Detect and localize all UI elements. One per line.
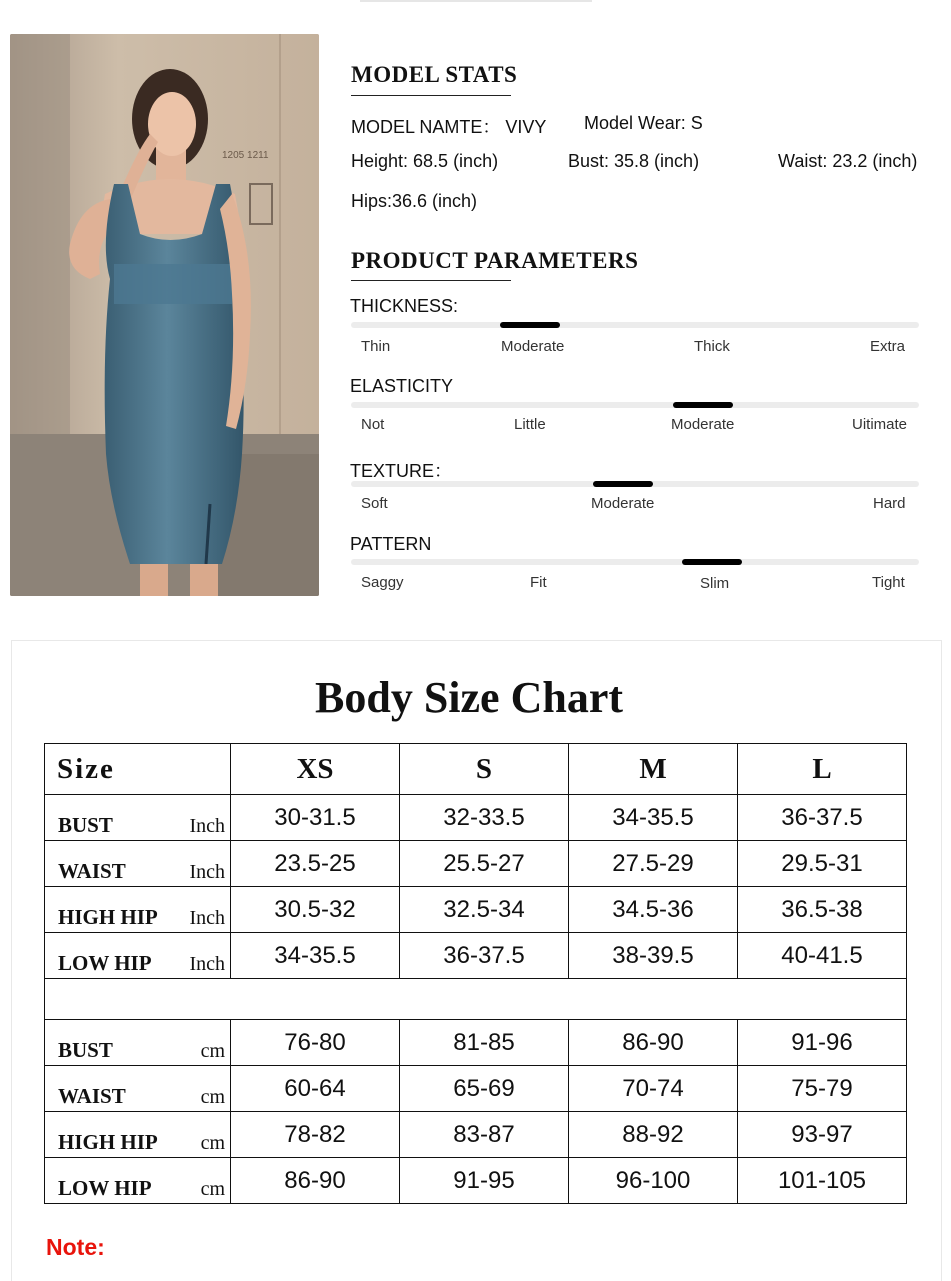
size-value: 76-80 (231, 1020, 400, 1066)
tick-moderate: Moderate (501, 338, 565, 355)
size-value: 88-92 (569, 1112, 738, 1158)
top-divider (360, 0, 592, 2)
model-hips: Hips:36.6 (inch) (351, 191, 478, 211)
table-row (45, 887, 907, 933)
model-waist: Waist: 23.2 (inch) (778, 151, 918, 171)
row-label (45, 1066, 231, 1112)
measure-name: BUST (58, 1038, 113, 1062)
size-value: 65-69 (400, 1066, 569, 1112)
table-row (45, 841, 907, 887)
row-label (45, 1020, 231, 1066)
param-elasticity-marker (673, 402, 733, 408)
size-value: 23.5-25 (231, 841, 400, 887)
table-row (45, 1066, 907, 1112)
measure-unit: Inch (189, 861, 225, 883)
tick-little: Little (514, 416, 546, 433)
size-s-header: S (400, 744, 569, 795)
size-value: 34-35.5 (231, 933, 400, 979)
tick-soft: Soft (361, 495, 388, 512)
size-value: 29.5-31 (738, 841, 907, 887)
table-row (45, 933, 907, 979)
tick-fit: Fit (530, 574, 547, 591)
measure-unit: cm (200, 1178, 225, 1200)
table-row (45, 1112, 907, 1158)
tick-moderate: Moderate (671, 416, 735, 433)
size-value: 101-105 (738, 1158, 907, 1204)
measure-name: BUST (58, 813, 113, 837)
size-chart-table (44, 743, 907, 1204)
row-label (45, 795, 231, 841)
param-elasticity-label: ELASTICITY (350, 376, 454, 396)
size-m-header: M (569, 744, 738, 795)
tick-not: Not (361, 416, 385, 433)
size-value: 40-41.5 (738, 933, 907, 979)
size-l-header: L (738, 744, 907, 795)
note-label: Note: (46, 1234, 105, 1260)
size-value: 83-87 (400, 1112, 569, 1158)
size-value: 34-35.5 (569, 795, 738, 841)
param-texture-scale (351, 481, 919, 487)
row-label (45, 841, 231, 887)
row-label (45, 887, 231, 933)
measure-unit: cm (200, 1132, 225, 1154)
size-value: 32-33.5 (400, 795, 569, 841)
table-row (45, 1020, 907, 1066)
size-value: 70-74 (569, 1066, 738, 1112)
measure-unit: Inch (189, 953, 225, 975)
param-texture-label: TEXTURE： (350, 461, 453, 481)
measure-name: LOW HIP (58, 1176, 152, 1200)
table-spacer-row (45, 979, 907, 1020)
measure-name: LOW HIP (58, 951, 152, 975)
model-name: MODEL NAMTE： VIVY (351, 117, 547, 137)
product-parameters-heading: PRODUCT PARAMETERS (351, 248, 639, 273)
size-value: 60-64 (231, 1066, 400, 1112)
tick-saggy: Saggy (361, 574, 404, 591)
size-value: 30.5-32 (231, 887, 400, 933)
tick-hard: Hard (873, 495, 906, 512)
svg-text:1205 1211: 1205 1211 (222, 150, 269, 161)
param-pattern-scale (351, 559, 919, 565)
size-header-row (45, 744, 907, 795)
param-pattern-label: PATTERN (350, 534, 432, 554)
param-thickness-scale (351, 322, 919, 328)
measure-name: WAIST (58, 859, 126, 883)
measure-name: HIGH HIP (58, 1130, 158, 1154)
row-label (45, 1112, 231, 1158)
table-row (45, 1158, 907, 1204)
param-thickness-label: THICKNESS: (350, 296, 459, 316)
model-height: Height: 68.5 (inch) (351, 151, 499, 171)
tick-tight: Tight (872, 574, 905, 591)
size-column-header: Size (45, 744, 231, 795)
size-value: 36.5-38 (738, 887, 907, 933)
model-bust: Bust: 35.8 (inch) (568, 151, 700, 171)
model-wear: Model Wear: S (584, 113, 703, 133)
param-elasticity-scale (351, 402, 919, 408)
measure-unit: cm (200, 1040, 225, 1062)
size-value: 81-85 (400, 1020, 569, 1066)
measure-unit: Inch (189, 815, 225, 837)
measure-name: HIGH HIP (58, 905, 158, 929)
tick-thick: Thick (694, 338, 730, 355)
size-value: 96-100 (569, 1158, 738, 1204)
measure-name: WAIST (58, 1084, 126, 1108)
model-stats-underline (351, 95, 511, 96)
size-value: 75-79 (738, 1066, 907, 1112)
param-thickness-marker (500, 322, 560, 328)
tick-slim: Slim (700, 575, 730, 592)
size-value: 78-82 (231, 1112, 400, 1158)
size-xs-header: XS (231, 744, 400, 795)
row-label (45, 933, 231, 979)
size-value: 36-37.5 (738, 795, 907, 841)
tick-moderate: Moderate (591, 495, 655, 512)
tick-ultimate: Uitimate (852, 416, 908, 433)
table-row (45, 795, 907, 841)
size-value: 34.5-36 (569, 887, 738, 933)
row-label (45, 1158, 231, 1204)
size-chart-title: Body Size Chart (315, 673, 623, 722)
spacer-cell (45, 979, 907, 1020)
measure-unit: Inch (189, 907, 225, 929)
size-value: 93-97 (738, 1112, 907, 1158)
param-texture-marker (593, 481, 653, 487)
size-value: 86-90 (231, 1158, 400, 1204)
tick-extra: Extra (870, 338, 906, 355)
size-value: 25.5-27 (400, 841, 569, 887)
tick-thin: Thin (361, 338, 391, 355)
size-value: 32.5-34 (400, 887, 569, 933)
size-value: 27.5-29 (569, 841, 738, 887)
size-value: 38-39.5 (569, 933, 738, 979)
measure-unit: cm (200, 1086, 225, 1108)
size-value: 91-96 (738, 1020, 907, 1066)
size-value: 36-37.5 (400, 933, 569, 979)
size-value: 30-31.5 (231, 795, 400, 841)
size-value: 86-90 (569, 1020, 738, 1066)
size-value: 91-95 (400, 1158, 569, 1204)
product-parameters-underline (351, 280, 511, 281)
model-stats-heading: MODEL STATS (351, 62, 518, 87)
param-pattern-marker (682, 559, 742, 565)
model-photo (10, 34, 319, 596)
